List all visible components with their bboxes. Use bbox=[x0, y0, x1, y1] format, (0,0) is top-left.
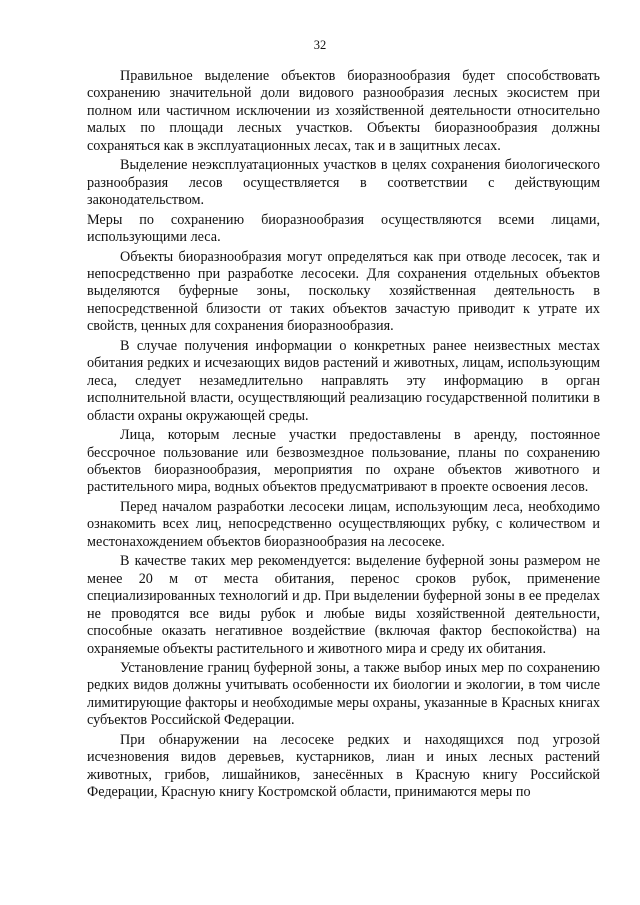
document-body bbox=[87, 68, 600, 804]
paragraph-9: Установление границ буферной зоны, а также выбор иных мер по сохранению редких видов должны учитывать особенности их биологии и экологии, в том числе лимитирующие факторы и необходимые меры охраны, указанные в Красных книгах субъектов Российской Федерации. bbox=[87, 659, 600, 729]
paragraph-10: При обнаружении на лесосеке редких и находящихся под угрозой исчезновения видов деревьев, кустарников, лиан и иных лесных растений животных, грибов, лишайников, занесённых в Красную книгу Российской Федерации, Красную книгу Костромской области, принимаются меры по bbox=[87, 731, 600, 801]
paragraph-2: Выделение неэксплуатационных участков в целях сохранения биологического разнообразия лесов осуществляется в соответствии с действующим законодательством. bbox=[87, 157, 600, 209]
paragraph-4: Объекты биоразнообразия могут определяться как при отводе лесосек, так и непосредственно при разработке лесосеки. Для сохранения отдельных объектов выделяются буферные зоны, поскольку хозяйственная деятельность в непосредственной близости от таких объектов зачастую приводит к утрате их свойств, ценных для сохранения биоразнообразия. bbox=[87, 248, 600, 335]
paragraph-7: Перед началом разработки лесосеки лицам, использующим леса, необходимо ознакомить всех лиц, непосредственно осуществляющих рубку, с количеством и местонахождением объектов биоразнообразия на лесосеке. bbox=[87, 498, 600, 550]
paragraph-5: В случае получения информации о конкретных ранее неизвестных местах обитания редких и исчезающих видов растений и животных, лицам, использующим леса, следует незамедлительно направлять эту информацию в орган исполнительной власти, осуществляющий реализацию государственной политики в области охраны окружающей среды. bbox=[87, 337, 600, 424]
paragraph-8: В качестве таких мер рекомендуется: выделение буферной зоны размером не менее 20 м от места обитания, перенос сроков рубок, применение специализированных технологий и др. При выделении буферной зоны в ее пределах не проводятся все виды рубок и любые виды хозяйственной деятельности, способные оказать негативное воздействие (включая фактор беспокойства) на охраняемые объекты растительного и животного мира и среду их обитания. bbox=[87, 553, 600, 657]
paragraph-1: Правильное выделение объектов биоразнообразия будет способствовать сохранению значительной доли видового разнообразия лесных экосистем при полном или частичном исключении из хозяйственной деятельности относительно малых по площади лесных участков. Объекты биоразнообразия должны сохраняться как в эксплуатационных лесах, так и в защитных лесах. bbox=[87, 68, 600, 154]
paragraph-3: Меры по сохранению биоразнообразия осуществляются всеми лицами, использующими леса. bbox=[87, 211, 600, 246]
paragraph-6: Лица, которым лесные участки предоставлены в аренду, постоянное бессрочное пользование или безвозмездное пользование, планы по сохранению объектов биоразнообразия, мероприятия по охране объектов животного и растительного мира, водных объектов предусматривают в проекте освоения лесов. bbox=[87, 427, 600, 496]
page-number: 32 bbox=[313, 38, 327, 52]
